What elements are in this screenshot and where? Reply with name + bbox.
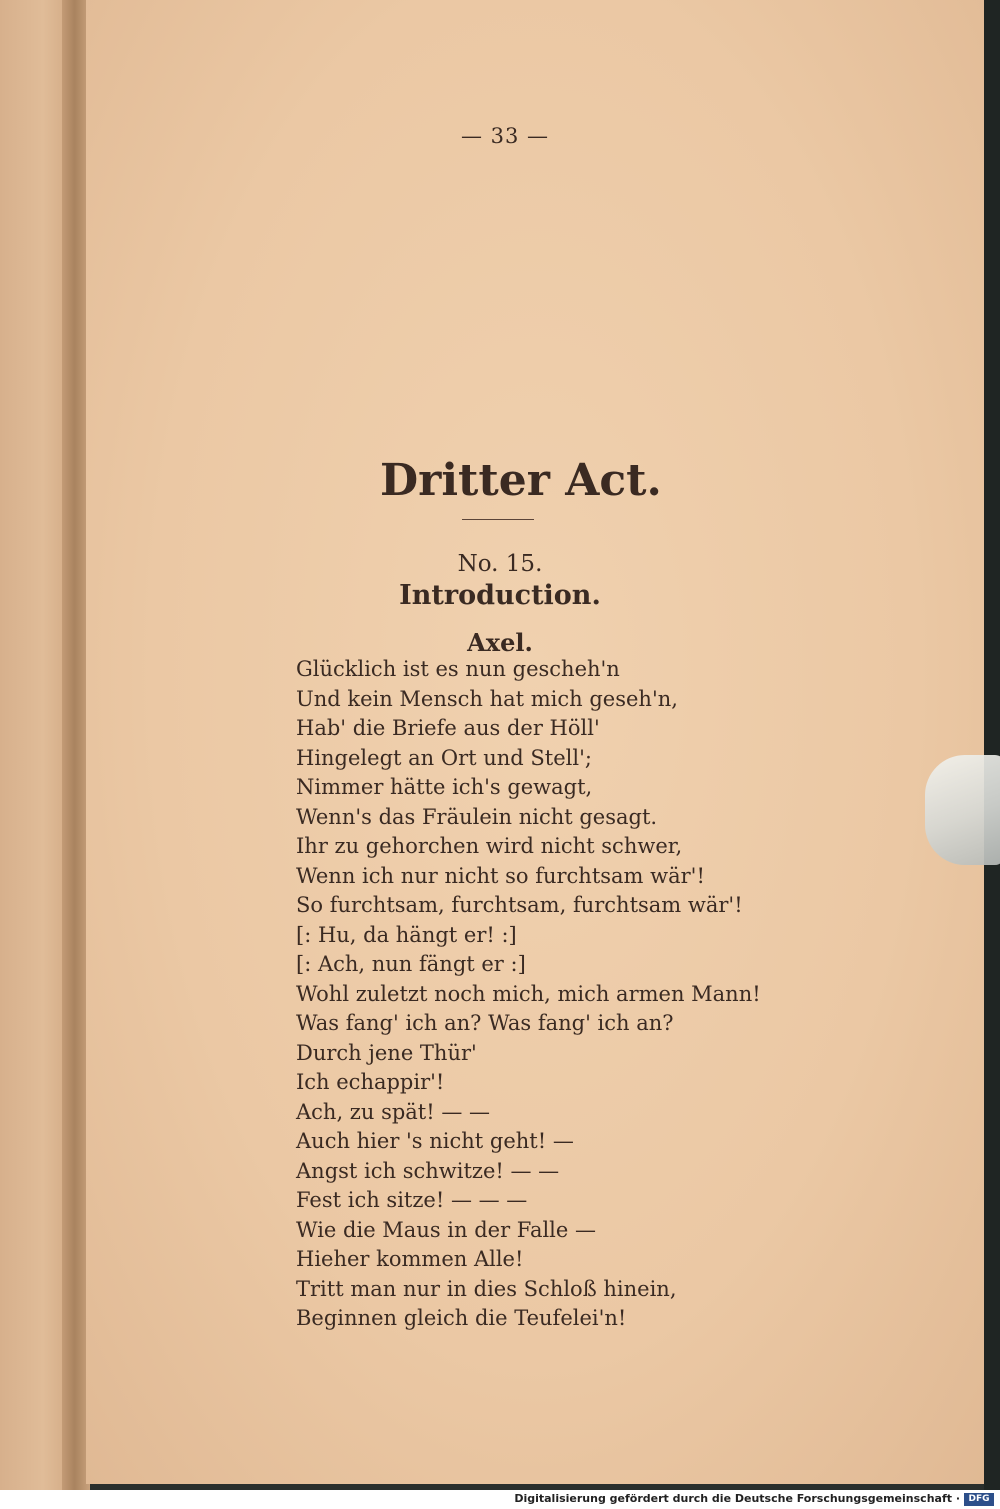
act-title: Dritter Act.: [380, 455, 662, 506]
verse-line: Angst ich schwitze! — —: [296, 1158, 560, 1183]
verse-line: Glücklich ist es nun gescheh'n: [296, 657, 620, 681]
verse-line: Wenn's das Fräulein nicht gesagt.: [296, 804, 658, 829]
funding-credit: Digitalisierung gefördert durch die Deutsche Forschungsgemeinschaft ·: [514, 1492, 960, 1505]
verse-line: Hab' die Briefe aus der Höll': [296, 716, 600, 740]
page-number: — 33 —: [460, 124, 550, 148]
verse-line: Und kein Mensch hat mich geseh'n,: [296, 686, 678, 711]
verse-line: Beginnen gleich die Teufelei'n!: [296, 1306, 627, 1330]
verse-line: Ich echappir'!: [296, 1070, 445, 1094]
scanner-background: [984, 0, 1000, 1490]
verse-line: Was fang' ich an? Was fang' ich an?: [296, 1011, 674, 1035]
section-heading: Introduction.: [399, 580, 601, 611]
digitization-footer: [0, 1490, 1000, 1509]
speaker-name: Axel.: [467, 628, 533, 657]
verse-line: Hieher kommen Alle!: [296, 1247, 524, 1271]
verse-line: Wohl zuletzt noch mich, mich armen Mann!: [296, 981, 761, 1006]
verse-line: Nimmer hätte ich's gewagt,: [296, 775, 593, 799]
verse-line: Wenn ich nur nicht so furchtsam wär'!: [296, 863, 705, 888]
verse-line: Auch hier 's nicht geht! —: [296, 1129, 574, 1153]
verse-line: Fest ich sitze! — — —: [296, 1188, 528, 1212]
verse-line: Wie die Maus in der Falle —: [296, 1217, 596, 1242]
verse-line: So furchtsam, furchtsam, furchtsam wär'!: [296, 893, 743, 917]
page-clip-shape: [925, 755, 1000, 865]
verse-line: Durch jene Thür': [296, 1040, 477, 1065]
verse-line: [: Hu, da hängt er! :]: [296, 922, 517, 947]
title-divider: [462, 519, 534, 520]
verse-line: Ach, zu spät! — —: [296, 1099, 491, 1124]
verse-line: [: Ach, nun fängt er :]: [296, 952, 526, 976]
piece-number: No. 15.: [457, 551, 543, 577]
dfg-logo: DFG: [964, 1493, 994, 1506]
verse-line: Tritt man nur in dies Schloß hinein,: [296, 1276, 677, 1301]
verse-lines: [296, 655, 916, 1334]
verse-line: Hingelegt an Ort und Stell';: [296, 745, 592, 770]
verse-line: Ihr zu gehorchen wird nicht schwer,: [296, 834, 683, 858]
